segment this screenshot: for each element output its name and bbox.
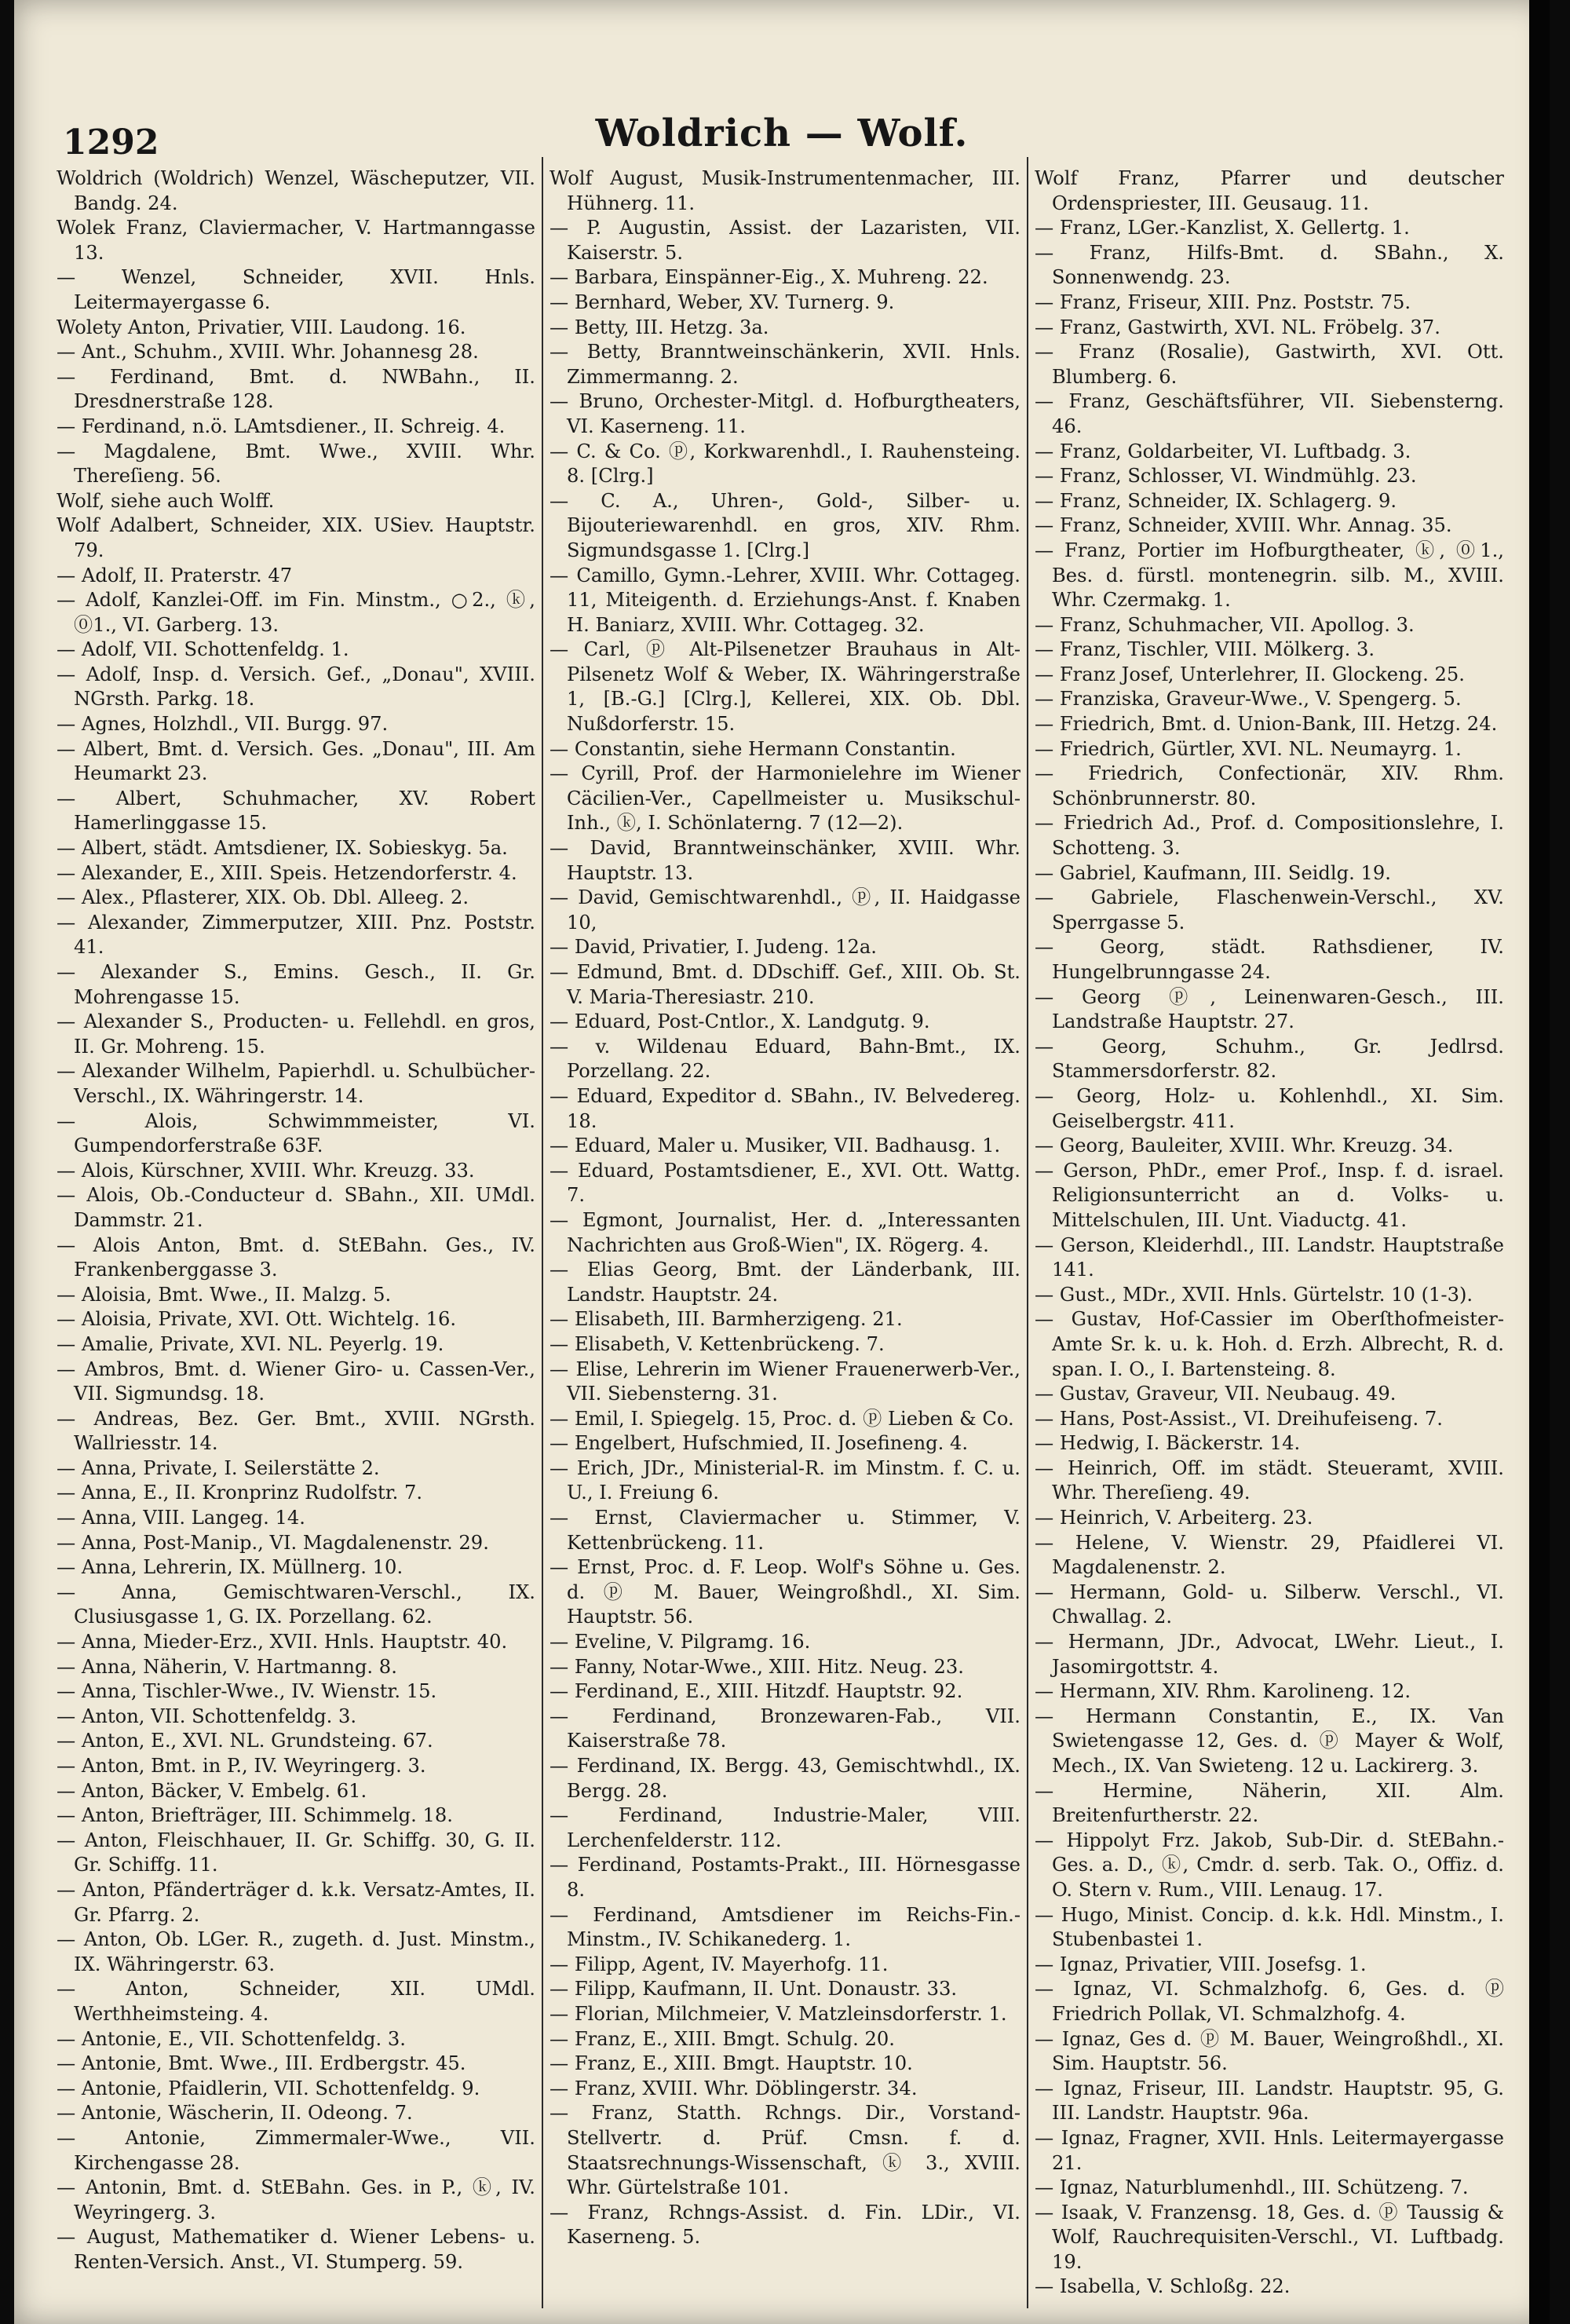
directory-entry: — Anton, Bmt. in P., IV. Weyringerg. 3. [57, 1755, 426, 1777]
directory-entry: — Antonie, Pfaidlerin, VII. Schottenfeldg. 9. [57, 2077, 480, 2099]
directory-entry: — Eduard, Expeditor d. SBahn., IV. Belvedereg. 18. [550, 1084, 1020, 1132]
directory-entry: Wolety Anton, Privatier, VIII. Laudong. 16. [57, 316, 466, 338]
directory-entry: — Antonie, Wäscherin, II. Odeong. 7. [57, 2102, 413, 2125]
directory-entry: — Anton, VII. Schottenfeldg. 3. [57, 1705, 357, 1727]
directory-entry: — Eduard, Post-Cntlor., X. Landgutg. 9. [550, 1010, 930, 1033]
directory-entry: — Filipp, Agent, IV. Mayerhofg. 11. [550, 1953, 889, 1975]
column-3 [1035, 166, 1504, 2310]
directory-entry: — Franz, Geschäftsführer, VII. Siebensterng. 46. [1035, 390, 1504, 437]
directory-entry: — Anton, Schneider, XII. UMdl. Werthheimsteing. 4. [57, 1978, 535, 2025]
directory-entry: — Edmund, Bmt. d. DDschiff. Gef., XIII. Ob. St. V. Maria-Theresiastr. 210. [550, 961, 1020, 1008]
directory-entry: — Alexander S., Producten- u. Fellehdl. en gros, II. Gr. Mohreng. 15. [57, 1010, 535, 1058]
directory-entry: — Franz, Statth. Rchngs. Dir., Vorstand-Stellvertr. d. Prüf. Cmsn. f. d. Staatsrechnungs-Wissenschaft, ⓚ 3., XVIII. Whr. Gürtelstraße 101. [550, 2102, 1020, 2199]
directory-entry: — Agnes, Holzhdl., VII. Burgg. 97. [57, 713, 389, 736]
directory-entry: — Franz, Tischler, VIII. Mölkerg. 3. [1035, 638, 1375, 661]
directory-entry: — Hermann, XIV. Rhm. Karolineng. 12. [1035, 1680, 1411, 1703]
column-divider [542, 157, 543, 2308]
directory-entry: — Georg ⓟ, Leinenwaren-Gesch., III. Landstraße Hauptstr. 27. [1035, 985, 1504, 1033]
directory-entry: — Camillo, Gymn.-Lehrer, XVIII. Whr. Cottageg. 11, Miteigenth. d. Erziehungs-Anst. f. Knaben H. Baniarz, XVIII. Whr. Cottageg. 32. [550, 564, 1020, 636]
directory-entry: — Franz, Schneider, IX. Schlagerg. 9. [1035, 489, 1397, 512]
directory-entry: — Albert, Schuhmacher, XV. Robert Hamerlinggasse 15. [57, 787, 535, 835]
directory-entry: — Ferdinand, n.ö. LAmtsdiener., II. Schreig. 4. [57, 415, 506, 437]
directory-entry: — Franz, Schuhmacher, VII. Apollog. 3. [1035, 613, 1415, 636]
directory-entry: — Anna, Mieder-Erz., XVII. Hnls. Hauptstr. 40. [57, 1631, 508, 1653]
directory-entry: — Eveline, V. Pilgramg. 16. [550, 1631, 811, 1653]
directory-entry: — Friedrich Ad., Prof. d. Compositionslehre, I. Schotteng. 3. [1035, 812, 1504, 860]
directory-entry: — Ignaz, Fragner, XVII. Hnls. Leitermayergasse 21. [1035, 2126, 1504, 2174]
directory-entry: — Georg, Bauleiter, XVIII. Whr. Kreuzg. 34. [1035, 1135, 1454, 1157]
directory-entry: — Franz, Gastwirth, XVI. NL. Fröbelg. 37. [1035, 316, 1440, 338]
directory-entry: — Ferdinand, Bronzewaren-Fab., VII. Kaiserstraße 78. [550, 1705, 1020, 1752]
directory-entry: Wolf Adalbert, Schneider, XIX. USiev. Hauptstr. 79. [57, 514, 535, 561]
directory-entry: — Ernst, Claviermacher u. Stimmer, V. Kettenbrückeng. 11. [550, 1507, 1020, 1554]
directory-entry: — Georg, städt. Rathsdiener, IV. Hungelbrunngasse 24. [1035, 936, 1504, 983]
directory-entry: — Anton, Pfänderträger d. k.k. Versatz-Amtes, II. Gr. Pfarrg. 2. [57, 1878, 535, 1926]
directory-entry: — David, Branntweinschänker, XVIII. Whr. Hauptstr. 13. [550, 837, 1020, 884]
directory-entry: — Albert, städt. Amtsdiener, IX. Sobieskyg. 5a. [57, 837, 508, 860]
directory-entry: — Franz, Schlosser, VI. Windmühlg. 23. [1035, 465, 1417, 488]
directory-entry: — Andreas, Bez. Ger. Bmt., XVIII. NGrsth. Wallriesstr. 14. [57, 1407, 535, 1455]
directory-entry: — Anna, Lehrerin, IX. Müllnerg. 10. [57, 1556, 403, 1579]
directory-entry: — Ambros, Bmt. d. Wiener Giro- u. Cassen-Ver., VII. Sigmundsg. 18. [57, 1357, 535, 1405]
page-number: 1292 [63, 122, 159, 163]
directory-entry: — Gabriel, Kaufmann, III. Seidlg. 19. [1035, 861, 1391, 884]
directory-entry: — Constantin, siehe Hermann Constantin. [550, 737, 956, 760]
directory-entry: — Franz, Goldarbeiter, VI. Luftbadg. 3. [1035, 440, 1411, 462]
directory-entry: — August, Mathematiker d. Wiener Lebens- u. Renten-Versich. Anst., VI. Stumperg. 59. [57, 2226, 535, 2273]
directory-entry: — Franz, Rchngs-Assist. d. Fin. LDir., VI. Kaserneng. 5. [550, 2201, 1020, 2249]
directory-entry: — Alexander, Zimmerputzer, XIII. Pnz. Poststr. 41. [57, 911, 535, 959]
directory-entry: — Ignaz, Friseur, III. Landstr. Hauptstr. 95, G. III. Landstr. Hauptstr. 96a. [1035, 2077, 1504, 2125]
directory-entry: — Ignaz, VI. Schmalzhofg. 6, Ges. d. ⓟ Friedrich Pollak, VI. Schmalzhofg. 4. [1035, 1978, 1504, 2025]
directory-entry: — Hans, Post-Assist., VI. Dreihufeiseng. 7. [1035, 1407, 1443, 1430]
directory-entry: — Betty, III. Hetzg. 3a. [550, 316, 769, 338]
directory-entry: — Hedwig, I. Bäckerstr. 14. [1035, 1432, 1301, 1455]
directory-entry: — Hippolyt Frz. Jakob, Sub-Dir. d. StEBahn.-Ges. a. D., ⓚ, Cmdr. d. serb. Tak. O., Offiz. d. O. Stern v. Rum., VIII. Lenaug. 17. [1035, 1829, 1504, 1901]
directory-entry: — Egmont, Journalist, Her. d. „Interessanten Nachrichten aus Groß-Wien", IX. Rögerg. 4. [550, 1208, 1020, 1256]
directory-entry: — Gustav, Hof-Cassier im Oberſthofmeister-Amte Sr. k. u. k. Hoh. d. Erzh. Albrecht, R. d. span. I. O., I. Bartensteing. 8. [1035, 1308, 1504, 1380]
directory-entry: — Ernst, Proc. d. F. Leop. Wolf's Söhne u. Ges. d. ⓟ M. Bauer, Weingroßhdl., XI. Sim. Hauptstr. 56. [550, 1556, 1020, 1628]
directory-entry: — Georg, Schuhm., Gr. Jedlrsd. Stammersdorferstr. 82. [1035, 1035, 1504, 1083]
directory-page [14, 0, 1550, 2324]
directory-entry: — Magdalene, Bmt. Wwe., XVIII. Whr. Thereſieng. 56. [57, 440, 535, 488]
directory-entry: — Gust., MDr., XVII. Hnls. Gürtelstr. 10 (1-3). [1035, 1283, 1473, 1306]
directory-entry: — Ferdinand, IX. Bergg. 43, Gemischtwhdl., IX. Bergg. 28. [550, 1755, 1020, 1802]
directory-entry: — Cyrill, Prof. der Harmonielehre im Wiener Cäcilien-Ver., Capellmeister u. Musikschul-Inh., ⓚ, I. Schönlaterng. 7 (12—2). [550, 762, 1020, 835]
directory-entry: — C. & Co. ⓟ, Korkwarenhdl., I. Rauhensteing. 8. [Clrg.] [550, 440, 1020, 488]
directory-entry: — Anton, Briefträger, III. Schimmelg. 18. [57, 1804, 453, 1827]
directory-entry: — Alexander, E., XIII. Speis. Hetzendorferstr. 4. [57, 861, 517, 884]
directory-entry: — Friedrich, Gürtler, XVI. NL. Neumayrg. 1. [1035, 737, 1462, 760]
directory-entry: — Franz, Portier im Hofburgtheater, ⓚ, ⓪1., Bes. d. fürstl. montenegrin. silb. M., XVIII. Whr. Czermakg. 1. [1035, 539, 1504, 612]
directory-entry: — Alois, Kürschner, XVIII. Whr. Kreuzg. 33. [57, 1159, 475, 1182]
directory-entry: — Ferdinand, Industrie-Maler, VIII. Lerchenfelderstr. 112. [550, 1804, 1020, 1851]
directory-entry: — David, Gemischtwarenhdl., ⓟ, II. Haidgasse 10, [550, 886, 1020, 934]
directory-entry: — Eduard, Maler u. Musiker, VII. Badhausg. 1. [550, 1135, 1001, 1157]
page-edge-shadow [1529, 0, 1550, 2324]
directory-entry: — Anton, Bäcker, V. Embelg. 61. [57, 1779, 367, 1802]
directory-entry: — Isaak, V. Franzensg. 18, Ges. d. ⓟ Taussig & Wolf, Rauchrequisiten-Verschl., VI. Luftbadg. 19. [1035, 2201, 1504, 2273]
directory-entry: Woldrich (Woldrich) Wenzel, Wäscheputzer, VII. Bandg. 24. [57, 167, 535, 214]
directory-entry: — Ignaz, Naturblumenhdl., III. Schützeng. 7. [1035, 2176, 1469, 2199]
directory-entry: — Engelbert, Hufschmied, II. Josefineng. 4. [550, 1432, 969, 1455]
directory-entry: — Anna, E., II. Kronprinz Rudolfstr. 7. [57, 1482, 423, 1504]
directory-entry: — Betty, Branntweinschänkerin, XVII. Hnls. Zimmermanng. 2. [550, 341, 1020, 388]
directory-entry: — Anna, Gemischtwaren-Verschl., IX. Clusiusgasse 1, G. IX. Porzellang. 62. [57, 1580, 535, 1628]
directory-entry: — Elisabeth, V. Kettenbrückeng. 7. [550, 1332, 885, 1355]
directory-entry: — Franz, Friseur, XIII. Pnz. Poststr. 75. [1035, 290, 1411, 313]
directory-entry: — Barbara, Einspänner-Eig., X. Muhreng. 22. [550, 266, 988, 289]
directory-entry: — Aloisia, Bmt. Wwe., II. Malzg. 5. [57, 1283, 392, 1306]
directory-entry: — Alex., Pflasterer, XIX. Ob. Dbl. Alleeg. 2. [57, 886, 469, 909]
directory-entry: — Florian, Milchmeier, V. Matzleinsdorferstr. 1. [550, 2002, 1007, 2025]
directory-entry: — Anna, VIII. Langeg. 14. [57, 1507, 305, 1529]
directory-entry: — Ant., Schuhm., XVIII. Whr. Johannesg 28. [57, 341, 479, 364]
directory-entry: — Anton, Fleischhauer, II. Gr. Schiffg. 30, G. II. Gr. Schiffg. 11. [57, 1829, 535, 1876]
directory-entry: — Alois, Schwimmmeister, VI. Gumpendorferstraße 63F. [57, 1109, 535, 1157]
directory-entry: — Erich, JDr., Ministerial-R. im Minstm. f. C. u. U., I. Freiung 6. [550, 1456, 1020, 1504]
directory-entry: — Antonie, E., VII. Schottenfeldg. 3. [57, 2027, 406, 2050]
directory-entry: — Elise, Lehrerin im Wiener Frauenerwerb-Ver., VII. Siebensterng. 31. [550, 1357, 1020, 1405]
page-header [14, 100, 1550, 163]
column-2 [550, 166, 1020, 2310]
directory-entry: — Heinrich, V. Arbeiterg. 23. [1035, 1507, 1313, 1529]
directory-entry: — Friedrich, Confectionär, XIV. Rhm. Schönbrunnerstr. 80. [1035, 762, 1504, 809]
directory-entry: — Georg, Holz- u. Kohlenhdl., XI. Sim. Geiselbergstr. 411. [1035, 1084, 1504, 1132]
directory-entry: — Franz, Schneider, XVIII. Whr. Annag. 35. [1035, 514, 1452, 537]
directory-entry: — Amalie, Private, XVI. NL. Peyerlg. 19. [57, 1332, 444, 1355]
directory-entry: — Franz, E., XIII. Bmgt. Hauptstr. 10. [550, 2052, 913, 2075]
directory-entry: — Wenzel, Schneider, XVII. Hnls. Leitermayergasse 6. [57, 266, 535, 313]
directory-entry: — Antonin, Bmt. d. StEBahn. Ges. in P., ⓚ, IV. Weyringerg. 3. [57, 2176, 535, 2224]
directory-entry: — Ferdinand, Bmt. d. NWBahn., II. Dresdnerstraße 128. [57, 365, 535, 413]
directory-entry: — Elias Georg, Bmt. der Länderbank, III. Landstr. Hauptstr. 24. [550, 1259, 1020, 1306]
directory-entry: — Franziska, Graveur-Wwe., V. Spengerg. 5. [1035, 688, 1462, 711]
column-divider [1027, 157, 1028, 2308]
directory-entry: — Franz, Hilfs-Bmt. d. SBahn., X. Sonnenwendg. 23. [1035, 241, 1504, 289]
directory-entry: — Alois, Ob.-Conducteur d. SBahn., XII. UMdl. Dammstr. 21. [57, 1184, 535, 1231]
directory-entry: — Anton, E., XVI. NL. Grundsteing. 67. [57, 1730, 433, 1752]
directory-entry: — Adolf, Insp. d. Versich. Gef., „Donau", XVIII. NGrsth. Parkg. 18. [57, 663, 535, 711]
directory-entry: — Franz, XVIII. Whr. Döblingerstr. 34. [550, 2077, 918, 2099]
directory-entry: — Ferdinand, E., XIII. Hitzdf. Hauptstr. 92. [550, 1680, 963, 1703]
directory-entry: — Bruno, Orchester-Mitgl. d. Hofburgtheaters, VI. Kaserneng. 11. [550, 390, 1020, 437]
directory-entry: — Hugo, Minist. Concip. d. k.k. Hdl. Minstm., I. Stubenbastei 1. [1035, 1903, 1504, 1951]
directory-entry: — Alexander Wilhelm, Papierhdl. u. Schulbücher-Verschl., IX. Währingerstr. 14. [57, 1060, 535, 1107]
directory-entry: — Franz (Rosalie), Gastwirth, XVI. Ott. Blumberg. 6. [1035, 341, 1504, 388]
directory-entry: — Anna, Private, I. Seilerstätte 2. [57, 1456, 380, 1479]
directory-entry: — Emil, I. Spiegelg. 15, Proc. d. ⓟ Lieben & Co. [550, 1407, 1014, 1430]
directory-entry: — Bernhard, Weber, XV. Turnerg. 9. [550, 290, 895, 313]
directory-entry: — C. A., Uhren-, Gold-, Silber- u. Bijouteriewarenhdl. en gros, XIV. Rhm. Sigmundsgasse 1. [Clrg.] [550, 489, 1020, 561]
directory-entry: Wolek Franz, Claviermacher, V. Hartmanngasse 13. [57, 217, 535, 264]
directory-entry: — Franz Josef, Unterlehrer, II. Glockeng. 25. [1035, 663, 1465, 685]
directory-entry: — Friedrich, Bmt. d. Union-Bank, III. Hetzg. 24. [1035, 713, 1498, 736]
directory-entry: — Gustav, Graveur, VII. Neubaug. 49. [1035, 1383, 1397, 1405]
directory-entry: Wolf August, Musik-Instrumentenmacher, III. Hühnerg. 11. [550, 167, 1020, 214]
directory-entry: — Ignaz, Privatier, VIII. Josefsg. 1. [1035, 1953, 1367, 1975]
directory-entry: — Anna, Post-Manip., VI. Magdalenenstr. 29. [57, 1531, 489, 1554]
directory-entry: — Albert, Bmt. d. Versich. Ges. „Donau", III. Am Heumarkt 23. [57, 737, 535, 785]
directory-entry: — Gerson, Kleiderhdl., III. Landstr. Hauptstraße 141. [1035, 1233, 1504, 1281]
directory-entry: — Isabella, V. Schloßg. 22. [1035, 2275, 1291, 2298]
directory-entry: — Ferdinand, Postamts-Prakt., III. Hörnesgasse 8. [550, 1854, 1020, 1901]
directory-entry: Wolf Franz, Pfarrer und deutscher Ordenspriester, III. Geusaug. 11. [1035, 167, 1504, 214]
directory-entry: — Alois Anton, Bmt. d. StEBahn. Ges., IV. Frankenberggasse 3. [57, 1233, 535, 1281]
directory-entry: — Carl, ⓟ Alt-Pilsenetzer Brauhaus in Alt-Pilsenetz Wolf & Weber, IX. Währingerstraße 1, [B.-G.] [Clrg.], Kellerei, XIX. Ob. Dbl. Nußdorferstr. 15. [550, 638, 1020, 736]
directory-entry: — P. Augustin, Assist. der Lazaristen, VII. Kaiserstr. 5. [550, 217, 1020, 264]
directory-entry: — Aloisia, Private, XVI. Ott. Wichtelg. 16. [57, 1308, 457, 1331]
directory-entry: Wolf, siehe auch Wolff. [57, 489, 275, 512]
directory-entry: — v. Wildenau Eduard, Bahn-Bmt., IX. Porzellang. 22. [550, 1035, 1020, 1083]
directory-entry: — Ignaz, Ges d. ⓟ M. Bauer, Weingroßhdl., XI. Sim. Hauptstr. 56. [1035, 2027, 1504, 2075]
directory-entry: — Eduard, Postamtsdiener, E., XVI. Ott. Wattg. 7. [550, 1159, 1020, 1207]
directory-entry: — David, Privatier, I. Judeng. 12a. [550, 936, 877, 959]
directory-entry: — Helene, V. Wienstr. 29, Pfaidlerei VI. Magdalenenstr. 2. [1035, 1531, 1504, 1579]
directory-entry: — Anna, Tischler-Wwe., IV. Wienstr. 15. [57, 1680, 437, 1703]
directory-entry: — Franz, LGer.-Kanzlist, X. Gellertg. 1. [1035, 217, 1410, 239]
directory-entry: — Adolf, II. Praterstr. 47 [57, 564, 293, 586]
directory-entry: — Gerson, PhDr., emer Prof., Insp. f. d. israel. Religionsunterricht an d. Volks- u. Mittelschulen, III. Unt. Viaductg. 41. [1035, 1159, 1504, 1231]
running-title: Woldrich — Wolf. [595, 111, 969, 155]
directory-entry: — Anton, Ob. LGer. R., zugeth. d. Just. Minstm., IX. Währingerstr. 63. [57, 1928, 535, 1975]
directory-entry: — Fanny, Notar-Wwe., XIII. Hitz. Neug. 23. [550, 1655, 964, 1678]
directory-entry: — Elisabeth, III. Barmherzigeng. 21. [550, 1308, 903, 1331]
directory-entry: — Ferdinand, Amtsdiener im Reichs-Fin.-Minstm., IV. Schikanederg. 1. [550, 1903, 1020, 1951]
directory-entry: — Antonie, Zimmermaler-Wwe., VII. Kirchengasse 28. [57, 2126, 535, 2174]
directory-entry: — Hermann, JDr., Advocat, LWehr. Lieut., I. Jasomirgottstr. 4. [1035, 1631, 1504, 1678]
directory-entry: — Alexander S., Emins. Gesch., II. Gr. Mohrengasse 15. [57, 961, 535, 1008]
directory-entry: — Anna, Näherin, V. Hartmanng. 8. [57, 1655, 397, 1678]
directory-entry: — Antonie, Bmt. Wwe., III. Erdbergstr. 45. [57, 2052, 466, 2075]
directory-entry: — Adolf, Kanzlei-Off. im Fin. Minstm., ○2., ⓚ, ⓪1., VI. Garberg. 13. [57, 589, 535, 636]
directory-entry: — Filipp, Kaufmann, II. Unt. Donaustr. 33. [550, 1978, 958, 2001]
directory-entry: — Heinrich, Off. im städt. Steueramt, XVIII. Whr. Thereſieng. 49. [1035, 1456, 1504, 1504]
directory-entry: — Adolf, VII. Schottenfeldg. 1. [57, 638, 349, 661]
directory-entry: — Franz, E., XIII. Bmgt. Schulg. 20. [550, 2027, 895, 2050]
directory-entry: — Hermann, Gold- u. Silberw. Verschl., VI. Chwallag. 2. [1035, 1580, 1504, 1628]
directory-entry: — Hermine, Näherin, XII. Alm. Breitenfurtherstr. 22. [1035, 1779, 1504, 1827]
column-1 [57, 166, 535, 2310]
directory-entry: — Hermann Constantin, E., IX. Van Swietengasse 12, Ges. d. ⓟ Mayer & Wolf, Mech., IX. Van Swieteng. 12 u. Lackirerg. 3. [1035, 1705, 1504, 1777]
directory-entry: — Gabriele, Flaschenwein-Verschl., XV. Sperrgasse 5. [1035, 886, 1504, 934]
